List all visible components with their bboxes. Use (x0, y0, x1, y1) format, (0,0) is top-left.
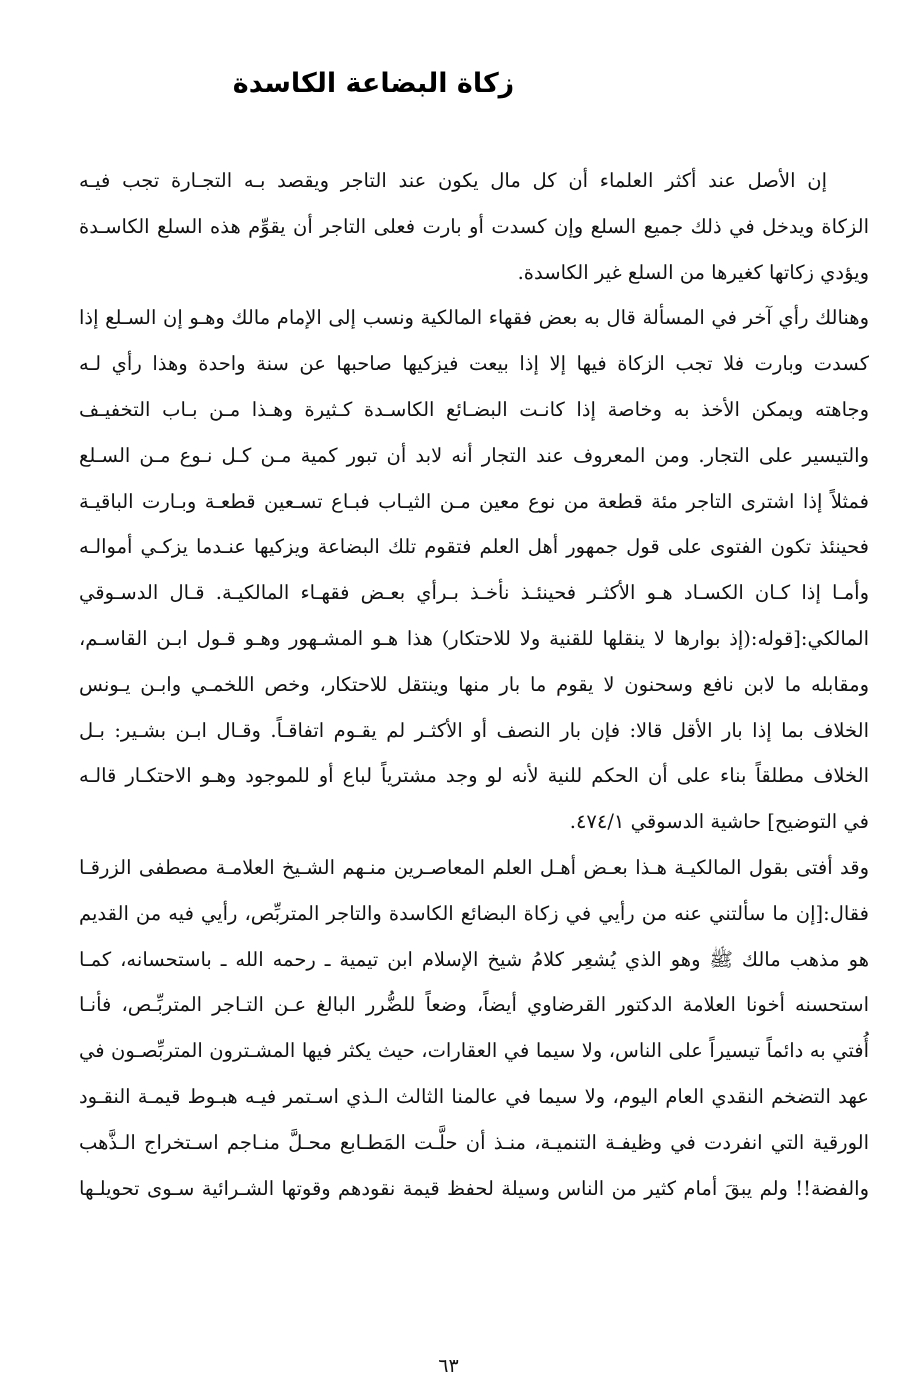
text-line: إن الأصل عند أكثر العلماء أن كل مال يكون عند التاجر ويقصد بـه التجـارة تجب فيـه (79, 169, 827, 192)
text-line: فحينئذ تكون الفتوى على قول جمهور أهل العلم فتقوم تلك البضاعة ويزكيها عنـدما يزكـي أموالـه (79, 535, 869, 559)
text-line: والتيسير على التجار. ومن المعروف عند التجار أنه لابد أن تبور كمية مـن كـل نـوع مـن السـلع (79, 443, 869, 467)
page-title: زكاة البضاعة الكاسدة (232, 68, 515, 99)
text-line: استحسنه أخونا العلامة الدكتور القرضاوي أيضاً، وضعاً للضُّرر البالغ عـن التـاجر المتربِّـص، فأنـا (79, 993, 869, 1017)
text-line: عهد التضخم النقدي العام اليوم، ولا سيما في عالمنا الثالث الـذي اسـتمر فيـه هبـوط قيمـة النقـود (79, 1084, 869, 1108)
text-line: وقد أفتى بقول المالكيـة هـذا بعـض أهـل العلم المعاصـرين منـهم الشـيخ العلامـة مصطفى الزرقـا (79, 855, 869, 879)
text-line: في التوضيح] حاشية الدسوقي ٤٧٤/١. (569, 810, 869, 834)
text-line: وهنالك رأي آخر في المسألة قال به بعض فقهاء المالكية ونسب إلى الإمام مالك وهـو إن السـلع إذا (79, 306, 869, 330)
text-line: الزكاة ويدخل في ذلك جميع السلع وإن كسدت أو بارت فعلى التاجر أن يقوِّم هذه السلع الكاسـدة (79, 214, 869, 238)
text-line: ومقابله ما لابن نافع وسحنون لا يقوم ما بار منها وينتقل للاحتكار، وخص اللخمـي وابـن يـونس (79, 672, 869, 696)
text-line: الخلاف مطلقاً بناء على أن الحكم للنية لأنه لو وجد مشترياً لباع أو للموجود وهـو الاحتكـار قالـه (79, 764, 869, 788)
text-line: والفضة!! ولم يبقَ أمام كثير من الناس وسيلة لحفظ قيمة نقودهم وقوتها الشـرائية سـوى تحويلـها (79, 1176, 869, 1200)
body-text (79, 158, 869, 1211)
text-line: وأمـا إذا كـان الكسـاد هـو الأكثـر فحينئـذ نأخـذ بـرأي بعـض فقهـاء المالكيـة. قـال الدسـوقي (79, 581, 869, 605)
text-line: هو مذهب مالك ﷺ وهو الذي يُشعِر كلامُ شيخ الإسلام ابن تيمية ـ رحمه الله ـ باستحسانه، كمـا (79, 947, 869, 971)
text-line: أُفتي به دائماً تيسيراً على الناس، ولا سيما في العقارات، حيث يكثر فيها المشـترون المتربِّصـون في (79, 1039, 869, 1063)
text-line: الخلاف بما إذا بار الأقل قالا: فإن بار النصف أو الأكثـر لم يقـوم اتفاقـاً. وقـال ابـن بشـير: بـل (79, 718, 869, 742)
text-line: ويؤدي زكاتها كغيرها من السلع غير الكاسدة. (517, 260, 869, 284)
text-line: كسدت وبارت فلا تجب الزكاة فيها إلا إذا بيعت فيزكيها صاحبها عن سنة واحدة وهذا رأي لـه (79, 352, 869, 376)
page-number: ٦٣ (438, 1355, 459, 1377)
text-line: فقال:[إن ما سألتني عنه من رأيي في زكاة البضائع الكاسدة والتاجر المتربِّص، رأيي فيه من القديم (79, 901, 869, 925)
text-line: وجاهته ويمكن الأخذ به وخاصة إذا كانـت البضـائع الكاسـدة كـثيرة وهـذا مـن بـاب التخفيـف (79, 397, 869, 421)
text-line: فمثلاً إذا اشترى التاجر مئة قطعة من نوع معين مـن الثيـاب فبـاع تسـعين قطعـة وبـارت الباقيـة (79, 489, 869, 513)
text-line: المالكي:[قوله:(إذ بوارها لا ينقلها للقنية ولا للاحتكار) هذا هـو المشـهور وهـو قـول ابـن القاسـم، (79, 626, 869, 650)
text-line: الورقية التي انفردت في وظيفـة التنميـة، منـذ أن حلَّـت المَطـابع محـلَّ منـاجم اسـتخراج الـذَّهب (79, 1130, 869, 1154)
